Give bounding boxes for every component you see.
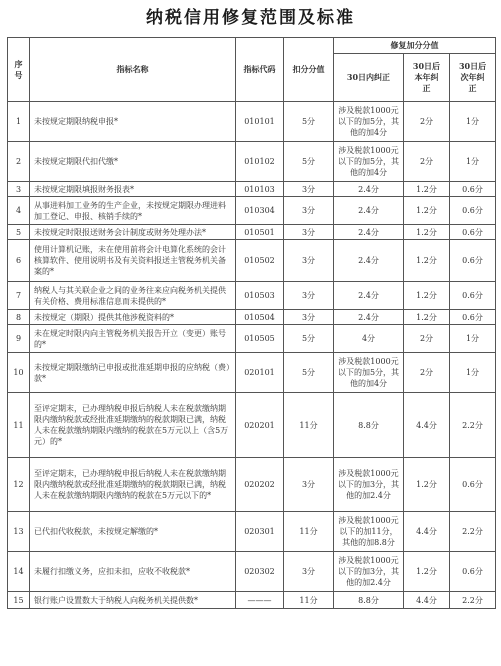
- table-row: [8, 592, 496, 609]
- after-30-same-year: 1.2分: [404, 552, 450, 592]
- indicator-name: 未按规定期限代扣代缴*: [30, 142, 236, 182]
- deduct-points: 3分: [284, 225, 334, 240]
- after-30-next-year: 0.6分: [450, 225, 496, 240]
- row-number: 10: [8, 353, 30, 393]
- after-30-same-year: 4.4分: [404, 512, 450, 552]
- after-30-same-year: 1.2分: [404, 310, 450, 325]
- after-30-next-year: 0.6分: [450, 552, 496, 592]
- deduct-points: 11分: [284, 592, 334, 609]
- indicator-name: 未按规定期限缴纳已申报或批准延期申报的应纳税（费）款*: [30, 353, 236, 393]
- indicator-name: 至评定期末，已办理纳税申报后纳税人未在税款缴纳期限内缴纳税款或经批准延期缴纳的税款期限已满，纳税人未在税款缴纳期限内缴纳的税款在5万元以上（含5万元）的*: [30, 393, 236, 458]
- after-30-next-year: 2.2分: [450, 592, 496, 609]
- row-number: 12: [8, 458, 30, 512]
- header-indicator-name: 指标名称: [30, 38, 236, 102]
- after-30-next-year: 0.6分: [450, 197, 496, 225]
- after-30-same-year: 2分: [404, 102, 450, 142]
- after-30-same-year: 1.2分: [404, 240, 450, 282]
- deduct-points: 5分: [284, 353, 334, 393]
- indicator-name: 已代扣代收税款，未按规定解缴的*: [30, 512, 236, 552]
- header-deduct-points: 扣分分值: [284, 38, 334, 102]
- within-30-days: 8.8分: [334, 592, 404, 609]
- table-row: [8, 282, 496, 310]
- indicator-name: 从事进料加工业务的生产企业，未按规定期限办理进料加工登记、申报、核销手续的*: [30, 197, 236, 225]
- indicator-name: 未按规定期限填报财务报表*: [30, 182, 236, 197]
- row-number: 4: [8, 197, 30, 225]
- indicator-name: 纳税人与其关联企业之间的业务往来应向税务机关提供有关价格、费用标准信息而未提供的*: [30, 282, 236, 310]
- indicator-code: 010501: [236, 225, 284, 240]
- within-30-days: 2.4分: [334, 182, 404, 197]
- deduct-points: 3分: [284, 240, 334, 282]
- row-number: 9: [8, 325, 30, 353]
- after-30-next-year: 0.6分: [450, 458, 496, 512]
- after-30-next-year: 1分: [450, 102, 496, 142]
- indicator-name: 未按规定时限报送财务会计制度或财务处理办法*: [30, 225, 236, 240]
- deduct-points: 5分: [284, 325, 334, 353]
- repair-standards-table: [7, 37, 496, 609]
- after-30-same-year: 1.2分: [404, 197, 450, 225]
- deduct-points: 3分: [284, 310, 334, 325]
- indicator-code: 010504: [236, 310, 284, 325]
- indicator-name: 未按规定（期限）提供其他涉税资料的*: [30, 310, 236, 325]
- deduct-points: 3分: [284, 458, 334, 512]
- within-30-days: 涉及税款1000元以下的加5分，其他的加4分: [334, 353, 404, 393]
- indicator-name: 银行账户设置数大于纳税人向税务机关提供数*: [30, 592, 236, 609]
- row-number: 6: [8, 240, 30, 282]
- after-30-same-year: 1.2分: [404, 458, 450, 512]
- after-30-next-year: 0.6分: [450, 282, 496, 310]
- indicator-code: 020101: [236, 353, 284, 393]
- page-title: 纳税信用修复范围及标准: [146, 8, 355, 28]
- table-row: [8, 552, 496, 592]
- after-30-same-year: 4.4分: [404, 592, 450, 609]
- deduct-points: 11分: [284, 512, 334, 552]
- row-number: 15: [8, 592, 30, 609]
- after-30-same-year: 4.4分: [404, 393, 450, 458]
- within-30-days: 2.4分: [334, 310, 404, 325]
- row-number: 14: [8, 552, 30, 592]
- row-number: 3: [8, 182, 30, 197]
- after-30-next-year: 1分: [450, 353, 496, 393]
- table-row: [8, 310, 496, 325]
- after-30-next-year: 0.6分: [450, 240, 496, 282]
- indicator-name: 未按规定期限纳税申报*: [30, 102, 236, 142]
- deduct-points: 11分: [284, 393, 334, 458]
- row-number: 7: [8, 282, 30, 310]
- within-30-days: 2.4分: [334, 225, 404, 240]
- table-row: [8, 353, 496, 393]
- after-30-same-year: 1.2分: [404, 282, 450, 310]
- indicator-name: 使用计算机记账，未在使用前将会计电算化系统的会计核算软件、使用说明书及有关资料报送主管税务机关备案的*: [30, 240, 236, 282]
- deduct-points: 5分: [284, 102, 334, 142]
- after-30-same-year: 1.2分: [404, 225, 450, 240]
- within-30-days: 2.4分: [334, 197, 404, 225]
- row-number: 8: [8, 310, 30, 325]
- within-30-days: 涉及税款1000元以下的加3分，其他的加2.4分: [334, 552, 404, 592]
- indicator-code: 010503: [236, 282, 284, 310]
- table-row: [8, 512, 496, 552]
- after-30-next-year: 0.6分: [450, 310, 496, 325]
- after-30-next-year: 1分: [450, 325, 496, 353]
- after-30-next-year: 0.6分: [450, 182, 496, 197]
- indicator-code: 010103: [236, 182, 284, 197]
- header-repair-points: 修复加分分值: [334, 38, 496, 54]
- table-row: [8, 458, 496, 512]
- after-30-next-year: 1分: [450, 142, 496, 182]
- indicator-name: 未履行扣缴义务，应扣未扣，应收不收税款*: [30, 552, 236, 592]
- row-number: 13: [8, 512, 30, 552]
- indicator-code: ———: [236, 592, 284, 609]
- within-30-days: 涉及税款1000元以下的加3分，其他的加2.4分: [334, 458, 404, 512]
- header-after-30-next-year: 30日后 次年纠 正: [450, 54, 496, 102]
- deduct-points: 3分: [284, 552, 334, 592]
- within-30-days: 涉及税款1000元以下的加5分，其他的加4分: [334, 142, 404, 182]
- row-number: 1: [8, 102, 30, 142]
- header-after-30-same-year: 30日后 本年纠 正: [404, 54, 450, 102]
- within-30-days: 涉及税款1000元以下的加11分，其他的加8.8分: [334, 512, 404, 552]
- indicator-code: 010304: [236, 197, 284, 225]
- after-30-next-year: 2.2分: [450, 512, 496, 552]
- indicator-code: 010102: [236, 142, 284, 182]
- table-row: [8, 197, 496, 225]
- table-row: [8, 102, 496, 142]
- table-row: [8, 325, 496, 353]
- indicator-name: 未在规定时限内向主管税务机关报告开立（变更）账号的*: [30, 325, 236, 353]
- header-within-30-days: 30日内纠正: [334, 54, 404, 102]
- row-number: 11: [8, 393, 30, 458]
- within-30-days: 2.4分: [334, 240, 404, 282]
- within-30-days: 2.4分: [334, 282, 404, 310]
- indicator-code: 010505: [236, 325, 284, 353]
- deduct-points: 3分: [284, 282, 334, 310]
- indicator-code: 020201: [236, 393, 284, 458]
- indicator-code: 010502: [236, 240, 284, 282]
- table-row: [8, 225, 496, 240]
- after-30-next-year: 2.2分: [450, 393, 496, 458]
- after-30-same-year: 2分: [404, 325, 450, 353]
- header-indicator-code: 指标代码: [236, 38, 284, 102]
- deduct-points: 5分: [284, 142, 334, 182]
- after-30-same-year: 2分: [404, 353, 450, 393]
- header-seq: 序 号: [8, 38, 30, 102]
- table-row: [8, 182, 496, 197]
- indicator-code: 020301: [236, 512, 284, 552]
- after-30-same-year: 2分: [404, 142, 450, 182]
- indicator-name: 至评定期末，已办理纳税申报后纳税人未在税款缴纳期限内缴纳税款或经批准延期缴纳的税款期限已满，纳税人未在税款缴纳期限内缴纳的税款在5万元以下的*: [30, 458, 236, 512]
- after-30-same-year: 1.2分: [404, 182, 450, 197]
- deduct-points: 3分: [284, 182, 334, 197]
- indicator-code: 010101: [236, 102, 284, 142]
- table-row: [8, 240, 496, 282]
- within-30-days: 4分: [334, 325, 404, 353]
- deduct-points: 3分: [284, 197, 334, 225]
- table-row: [8, 393, 496, 458]
- within-30-days: 涉及税款1000元以下的加5分，其他的加4分: [334, 102, 404, 142]
- table-row: [8, 142, 496, 182]
- indicator-code: 020202: [236, 458, 284, 512]
- row-number: 2: [8, 142, 30, 182]
- within-30-days: 8.8分: [334, 393, 404, 458]
- row-number: 5: [8, 225, 30, 240]
- indicator-code: 020302: [236, 552, 284, 592]
